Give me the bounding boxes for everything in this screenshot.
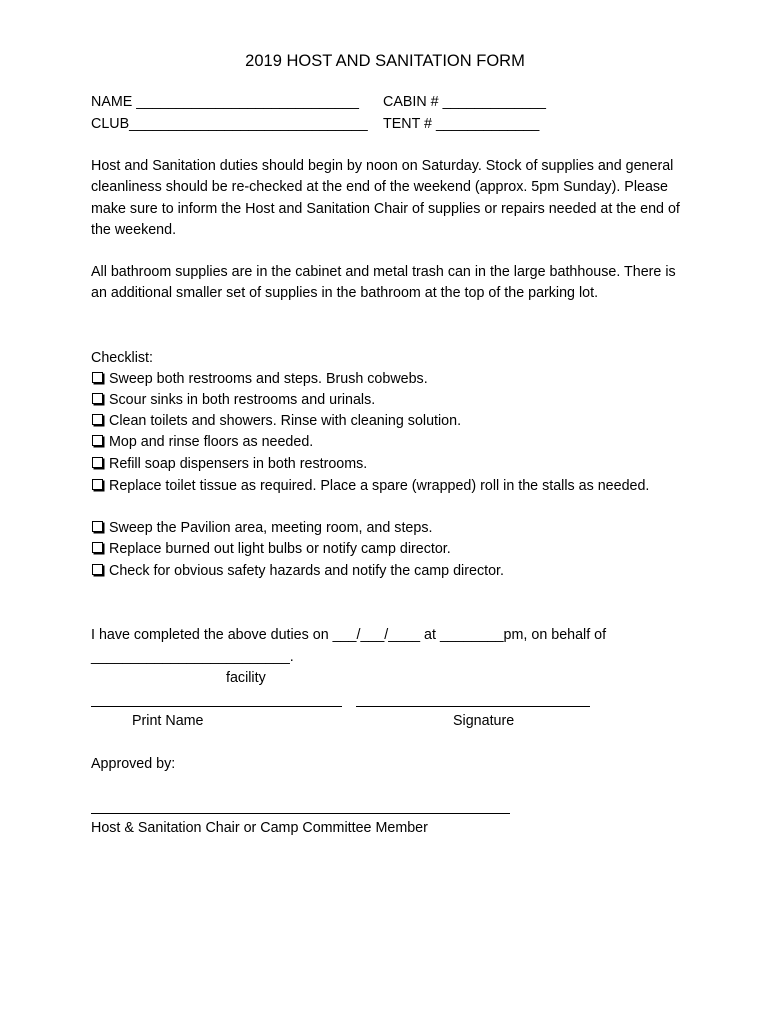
cabin-field-line: CABIN # _____________: [383, 94, 546, 110]
checklist-item: Replace toilet tissue as required. Place a spare (wrapped) roll in the stalls as needed.: [91, 476, 651, 497]
completion-statement: I have completed the above duties on ___/___/____ at ________pm, on behalf of: [91, 627, 607, 643]
approved-by-label: Approved by:: [91, 756, 176, 772]
checklist-item: Check for obvious safety hazards and notify the camp director.: [91, 561, 651, 582]
signature-label: Signature: [453, 713, 515, 729]
checkbox-icon: [92, 414, 103, 425]
supplies-paragraph: All bathroom supplies are in the cabinet and metal trash can in the large bathhouse. There is an additional smaller set of supplies in the bathroom at the top of the parking lot.: [91, 264, 676, 302]
checklist-heading: Checklist:: [91, 350, 153, 366]
checklist-item: Replace burned out light bulbs or notify camp director.: [91, 539, 651, 560]
checklist-item: Sweep both restrooms and steps. Brush cobwebs.: [91, 369, 651, 390]
approver-label: Host & Sanitation Chair or Camp Committee Member: [91, 820, 428, 836]
intro-paragraph: Host and Sanitation duties should begin by noon on Saturday. Stock of supplies and general cleanliness should be re-checked at the end of the weekend (approx. 5pm Sunday). Please make sure to inform the Host and Sanitation Chair of supplies or repairs needed at the end of the weekend.: [91, 158, 680, 238]
form-title: 2019 HOST AND SANITATION FORM: [245, 52, 525, 70]
signature-line: [356, 706, 590, 707]
checklist-item: Mop and rinse floors as needed.: [91, 432, 651, 453]
checkbox-icon: [92, 479, 103, 490]
checkbox-icon: [92, 372, 103, 383]
name-field-line: NAME ____________________________: [91, 94, 359, 110]
checkbox-icon: [92, 393, 103, 404]
facility-blank: _________________________.: [91, 649, 294, 665]
checkbox-icon: [92, 564, 103, 575]
checkbox-icon: [92, 457, 103, 468]
print-name-label: Print Name: [132, 713, 204, 729]
tent-field-line: TENT # _____________: [383, 116, 540, 132]
approver-line: [91, 813, 510, 814]
checklist-item: Clean toilets and showers. Rinse with cleaning solution.: [91, 411, 651, 432]
checklist-item: Scour sinks in both restrooms and urinals.: [91, 390, 651, 411]
club-field-line: CLUB______________________________: [91, 116, 368, 132]
checklist-item: Sweep the Pavilion area, meeting room, and steps.: [91, 518, 651, 539]
checkbox-icon: [92, 542, 103, 553]
checkbox-icon: [92, 435, 103, 446]
checklist-item: Refill soap dispensers in both restrooms.: [91, 454, 651, 475]
checkbox-icon: [92, 521, 103, 532]
facility-label: facility: [226, 670, 266, 686]
print-name-line: [91, 706, 342, 707]
